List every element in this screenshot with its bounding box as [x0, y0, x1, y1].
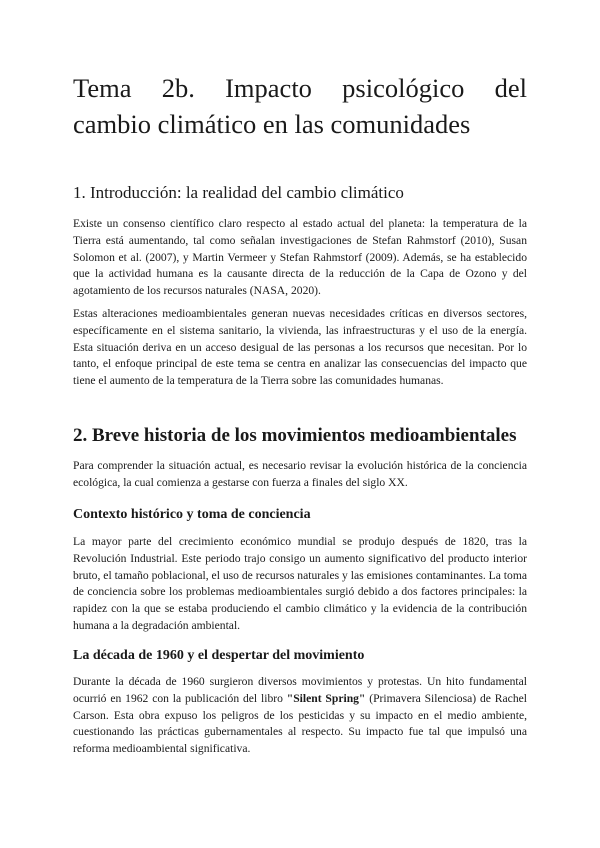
section-2-paragraph-1: Para comprender la situación actual, es necesario revisar la evolución histórica de la conciencia ecológica, la cual comienza a gestarse con fuerza a finales del siglo XX. [73, 459, 527, 489]
paragraph-text-start: Durante la década de 1960 surgieron diversos movimientos y protestas. Un hito fundamental ocurrió en 1962 con la publicación del libro [73, 675, 527, 705]
subsection-1960s-heading: La década de 1960 y el despertar del movimiento [73, 648, 365, 663]
paragraph-text-end: (Primavera Silenciosa) de Rachel Carson. Esta obra expuso los peligros de los pesticidas y su impacto en el medio ambiente, cuestionando las prácticas gubernamentales al respecto. Su impacto fue tal que impulsó una reforma medioambiental significativa. [73, 691, 527, 756]
title-line-2: cambio climático en las comunidades [73, 109, 471, 139]
subsection-context-paragraph: La mayor parte del crecimiento económico mundial se produjo después de 1820, tras la Revolución Industrial. Este periodo trajo consigo un aumento significativo del producto interior bruto, el tamaño poblacional, el uso de recursos naturales y las emisiones contaminantes. La toma de conciencia sobre los problemas medioambientales surgió debido a dos factores principales: la rapidez con la que se estaba produciendo el cambio climático y la evidencia de la contribución humana a la degradación ambiental. [73, 535, 527, 632]
section-1-paragraph-1: Existe un consenso científico claro respecto al estado actual del planeta: la temperatura de la Tierra está aumentando, tal como señalan investigaciones de Stefan Rahmstorf (2010), Susan Solomon et al. (2007), y Martin Vermeer y Stefan Rahmstorf (2009). Además, se ha establecido que la actividad humana es la causante directa de la reducción de la Capa de Ozono y del agotamiento de los recursos naturales (NASA, 2020). [73, 217, 527, 298]
subsection-1960s-paragraph [73, 674, 527, 758]
subsection-context-heading: Contexto histórico y toma de conciencia [73, 507, 311, 522]
section-2-heading: 2. Breve historia de los movimientos medioambientales [73, 425, 517, 446]
section-1-paragraph-2: Estas alteraciones medioambientales generan nuevas necesidades críticas en diversos sectores, específicamente en el sistema sanitario, la vivienda, las infraestructuras y el uso de la energía. Esta situación deriva en un acceso desigual de las personas a los recursos que necesitan. Por lo tanto, el enfoque principal de este tema se centra en analizar las consecuencias del impacto que tiene el aumento de la temperatura de la Tierra sobre las comunidades humanas. [73, 307, 527, 388]
section-1-heading: 1. Introducción: la realidad del cambio climático [73, 183, 404, 202]
document-page [73, 70, 527, 756]
document-title [73, 70, 527, 142]
title-line-1: Tema 2b. Impacto psicológico del [73, 73, 527, 103]
book-title-silent-spring: "Silent Spring" [286, 691, 366, 705]
